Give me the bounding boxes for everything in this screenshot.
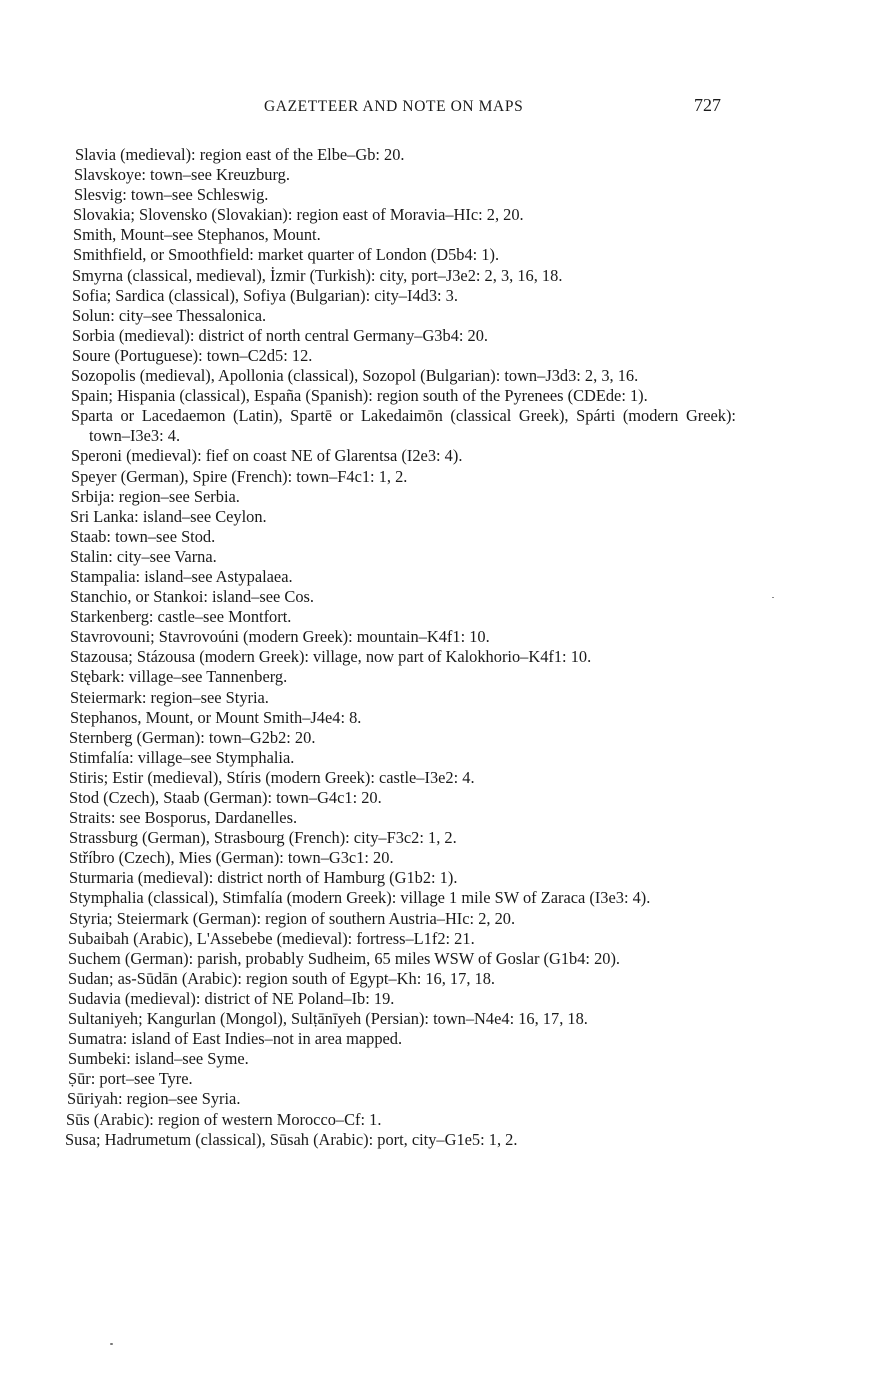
gazetteer-entry: Sparta or Lacedaemon (Latin), Spartē or Lakedaimōn (classical Greek), Spárti (modern Greek): town–I3e3: 4. [71, 406, 736, 446]
gazetteer-entry: Slavia (medieval): region east of the Elbe–Gb: 20. [75, 145, 405, 164]
gazetteer-entry: Slavskoye: town–see Kreuzburg. [74, 165, 290, 185]
gazetteer-entry: Sturmaria (medieval): district north of Hamburg (G1b2: 1). [69, 868, 458, 888]
gazetteer-entry: Stanchio, or Stankoi: island–see Cos. [70, 587, 315, 607]
gazetteer-entry: Stalin: city–see Varna. [70, 546, 217, 566]
gazetteer-entry: Sozopolis (medieval), Apollonia (classical), Sozopol (Bulgarian): town–J3d3: 2, 3, 16. [71, 366, 639, 386]
gazetteer-entry: Subaibah (Arabic), L'Assebebe (medieval): fortress–L1f2: 21. [68, 928, 475, 948]
gazetteer-entry: Srbija: region–see Serbia. [71, 486, 240, 506]
gazetteer-entry: Soure (Portuguese): town–C2d5: 12. [72, 345, 313, 365]
running-head: GAZETTEER AND NOTE ON MAPS [264, 98, 524, 115]
gazetteer-entry: Speyer (German), Spire (French): town–F4c1: 1, 2. [71, 466, 408, 486]
gazetteer-entry: Straits: see Bosporus, Dardanelles. [69, 808, 298, 828]
gazetteer-entry: Stazousa; Stázousa (modern Greek): village, now part of Kalokhorio–K4f1: 10. [70, 647, 592, 667]
gazetteer-entry: Smithfield, or Smoothfield: market quarter of London (D5b4: 1). [73, 245, 500, 265]
gazetteer-entry: Sūriyah: region–see Syria. [67, 1089, 241, 1109]
gazetteer-entry: Sultaniyeh; Kangurlan (Mongol), Sulṭānīyeh (Persian): town–N4e4: 16, 17, 18. [68, 1009, 588, 1029]
gazetteer-entry: Sri Lanka: island–see Ceylon. [70, 506, 267, 526]
gazetteer-entry: Sumbeki: island–see Syme. [68, 1049, 249, 1069]
scan-speck [110, 1343, 113, 1345]
gazetteer-entry: Sudavia (medieval): district of NE Poland–Ib: 19. [68, 988, 395, 1008]
gazetteer-entry: Smyrna (classical, medieval), İzmir (Turkish): city, port–J3e2: 2, 3, 16, 18. [72, 265, 563, 285]
gazetteer-entry: Speroni (medieval): fief on coast NE of Glarentsa (I2e3: 4). [71, 446, 463, 466]
gazetteer-entry: Stephanos, Mount, or Mount Smith–J4e4: 8. [70, 707, 362, 727]
gazetteer-entry: Slesvig: town–see Schleswig. [74, 185, 269, 205]
page-number: 727 [694, 95, 721, 115]
gazetteer-entry: Stimfalía: village–see Stymphalia. [69, 747, 295, 767]
gazetteer-entry: Starkenberg: castle–see Montfort. [70, 607, 292, 627]
gazetteer-entry: Stymphalia (classical), Stimfalía (modern Greek): village 1 mile SW of Zaraca (I3e3: 4). [69, 888, 651, 908]
gazetteer-entry: Stavrovouni; Stavrovoúni (modern Greek): mountain–K4f1: 10. [70, 627, 490, 647]
gazetteer-entry: Slovakia; Slovensko (Slovakian): region east of Moravia–HIc: 2, 20. [73, 205, 524, 225]
gazetteer-entry: Stříbro (Czech), Mies (German): town–G3c1: 20. [69, 848, 394, 868]
gazetteer-entry: Suchem (German): parish, probably Sudheim, 65 miles WSW of Goslar (G1b4: 20). [68, 948, 621, 968]
gazetteer-entry: Sūs (Arabic): region of western Morocco–Cf: 1. [66, 1109, 382, 1129]
gazetteer-entry: Sumatra: island of East Indies–not in area mapped. [68, 1029, 403, 1049]
gazetteer-entry: Smith, Mount–see Stephanos, Mount. [73, 225, 321, 245]
gazetteer-entry: Steiermark: region–see Styria. [70, 687, 269, 707]
gazetteer-entry: Sternberg (German): town–G2b2: 20. [69, 727, 316, 747]
gazetteer-entry: Stiris; Estir (medieval), Stíris (modern Greek): castle–I3e2: 4. [69, 767, 475, 787]
gazetteer-entry: Solun: city–see Thessalonica. [72, 305, 267, 325]
gazetteer-entry: Staab: town–see Stod. [70, 526, 216, 546]
gazetteer-entry: Styria; Steiermark (German): region of southern Austria–HIc: 2, 20. [69, 908, 516, 928]
gazetteer-entry: Ṣūr: port–see Tyre. [68, 1069, 193, 1089]
scan-speck [772, 597, 774, 598]
gazetteer-entry: Susa; Hadrumetum (classical), Sūsah (Arabic): port, city–G1e5: 1, 2. [65, 1129, 518, 1149]
gazetteer-entry: Stampalia: island–see Astypalaea. [70, 566, 293, 586]
gazetteer-entry: Strassburg (German), Strasbourg (French): city–F3c2: 1, 2. [69, 828, 457, 848]
gazetteer-entry: Stod (Czech), Staab (German): town–G4c1: 20. [69, 788, 382, 807]
gazetteer-entry: Stębark: village–see Tannenberg. [70, 667, 288, 687]
page-header [0, 96, 872, 122]
gazetteer-entry: Sudan; as-Sūdān (Arabic): region south of Egypt–Kh: 16, 17, 18. [68, 968, 496, 988]
gazetteer-entries [65, 145, 736, 1150]
gazetteer-entry: Spain; Hispania (classical), España (Spanish): region south of the Pyrenees (CDEde: 1). [71, 386, 648, 406]
gazetteer-entry: Sorbia (medieval): district of north central Germany–G3b4: 20. [72, 325, 489, 345]
gazetteer-entry: Sofia; Sardica (classical), Sofiya (Bulgarian): city–I4d3: 3. [72, 285, 458, 305]
